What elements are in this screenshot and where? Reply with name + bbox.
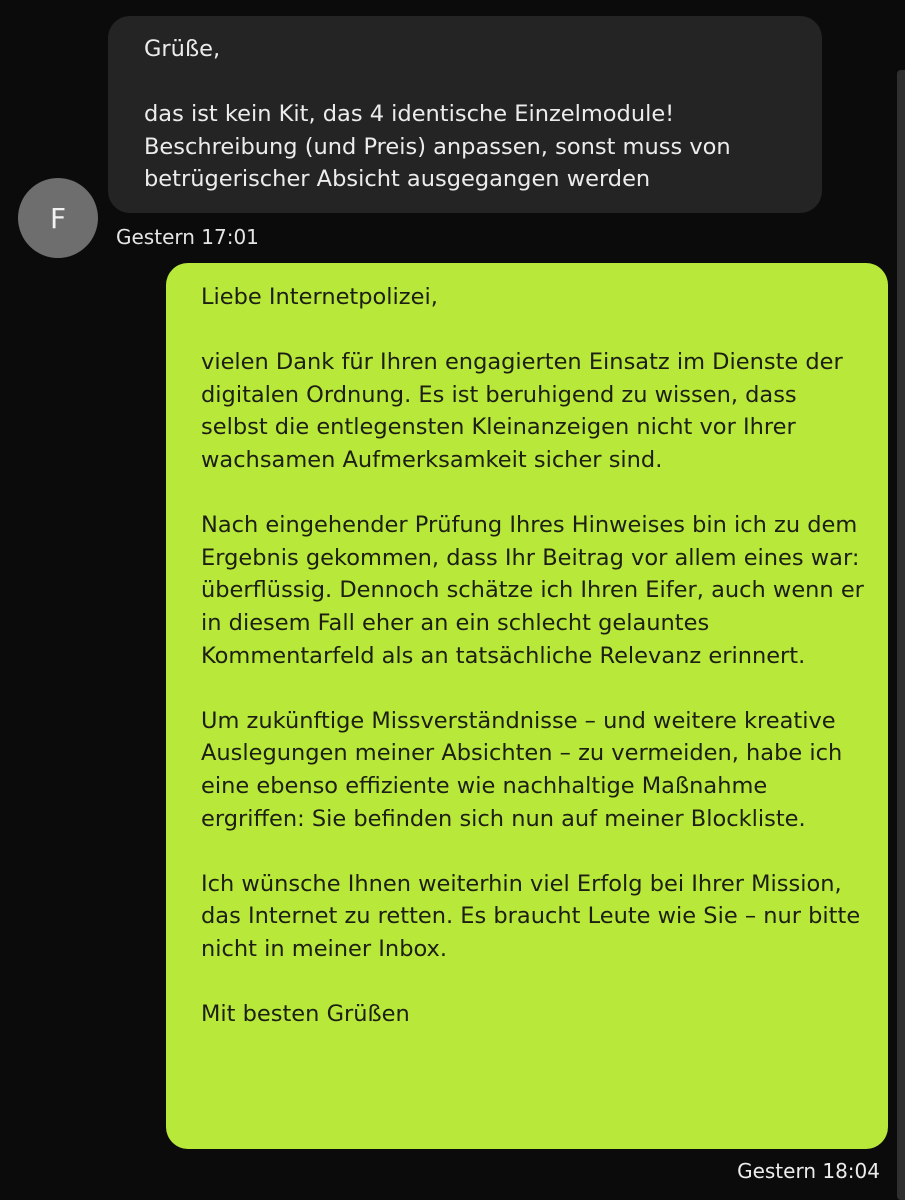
- outgoing-message-paragraph: Liebe Internetpolizei,: [201, 284, 438, 310]
- avatar[interactable]: [18, 178, 98, 258]
- outgoing-message-paragraph: Mit besten Grüßen: [201, 1001, 410, 1028]
- outgoing-message-paragraph: vielen Dank für Ihren engagierten Einsatz im Dienste der digitalen Ordnung. Es ist beruhigend zu wissen, dass selbst die entlegensten Kleinanzeigen nicht vor Ihrer wachsamen Aufmerksamkeit sicher sind.: [201, 349, 843, 473]
- avatar-initial: F: [49, 201, 67, 235]
- outgoing-message-paragraph: Um zukünftige Missverständnisse – und weitere kreative Auslegungen meiner Absichten – zu vermeiden, habe ich eine ebenso effiziente wie nachhaltige Maßnahme ergriffen: Sie befinden sich nun auf meiner Blockliste.: [201, 707, 843, 832]
- incoming-message-bubble[interactable]: [108, 16, 822, 213]
- scrollbar[interactable]: [897, 70, 905, 1200]
- outgoing-message-paragraph: Nach eingehender Prüfung Ihres Hinweises bin ich zu dem Ergebnis gekommen, dass Ihr Beitrag vor allem eines war: überflüssig. Dennoch schätze ich Ihren Eifer, auch wenn er in diesem Fall eher an ein schlecht gelauntes Kommentarfeld als an tatsächliche Relevanz erinnert.: [201, 512, 864, 669]
- incoming-message-paragraph: Grüße,: [144, 36, 221, 62]
- incoming-message-timestamp: Gestern 17:01: [116, 225, 259, 249]
- outgoing-message-timestamp: Gestern 18:04: [737, 1159, 880, 1183]
- outgoing-message-paragraph: Ich wünsche Ihnen weiterhin viel Erfolg bei Ihrer Mission, das Internet zu retten. Es braucht Leute wie Sie – nur bitte nicht in meiner Inbox.: [201, 870, 861, 962]
- outgoing-message-bubble[interactable]: [166, 263, 888, 1149]
- incoming-message-paragraph: das ist kein Kit, das 4 identische Einzelmodule! Beschreibung (und Preis) anpassen, sonst muss von betrügerischer Absicht ausgegangen werden: [144, 101, 731, 192]
